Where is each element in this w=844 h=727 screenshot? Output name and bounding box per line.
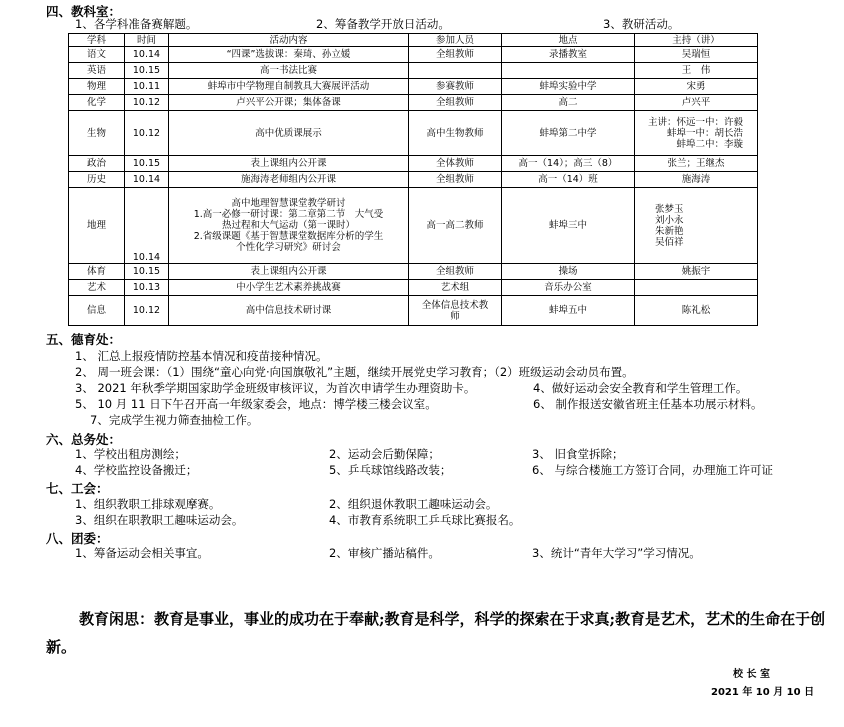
content-cell: [169, 188, 409, 264]
participants-cell: 全组教师: [409, 95, 502, 111]
section-4-title: 四、教科室：: [46, 4, 122, 19]
table-row: [69, 79, 758, 95]
sec6-item-3: 3、 旧食堂拆除；: [532, 447, 624, 461]
content-cell: 施海涛老师组内公开课: [169, 172, 409, 188]
participants-cell: 全组教师: [409, 172, 502, 188]
sec7-item-2: 2、组织退休教职工趣味运动会。: [329, 497, 498, 511]
sec8-item-3: 3、统计“青年大学习”学习情况。: [532, 546, 701, 560]
subject-cell: 历史: [69, 172, 125, 188]
table-row: [69, 63, 758, 79]
signature-date: 2021 年 10 月 10 日: [711, 687, 815, 698]
signature-office: 校 长 室: [733, 669, 770, 680]
host-cell: [635, 280, 758, 296]
content-cell: 蚌埠市中学物理自制教具大赛展评活动: [169, 79, 409, 95]
sec4-item-1: 1、各学科准备赛解题。: [75, 17, 198, 31]
participants-cell: 参赛教师: [409, 79, 502, 95]
table-row: [69, 156, 758, 172]
table-row: [69, 95, 758, 111]
participants-cell: 全组教师: [409, 47, 502, 63]
sec5-line-6: 6、 制作报送安徽省班主任基本功展示材料。: [533, 397, 763, 411]
participants-line: 师: [450, 310, 460, 322]
subject-cell: 生物: [69, 111, 125, 156]
sec4-item-2: 2、筹备教学开放日活动。: [316, 17, 450, 31]
content-line: 高中地理智慧课堂教学研讨: [231, 198, 346, 209]
host-cell: [635, 188, 758, 264]
header-cell: 参加人员: [409, 34, 502, 47]
location-cell: 录播教室: [502, 47, 635, 63]
subject-cell: 艺术: [69, 280, 125, 296]
sec6-item-4: 4、学校监控设备搬迁；: [75, 463, 198, 477]
participants-cell: 全体教师: [409, 156, 502, 172]
sec8-item-2: 2、审核广播站稿件。: [329, 546, 440, 560]
host-cell: 王 伟: [635, 63, 758, 79]
content-line: 热过程和大气运动（第一课时）: [221, 220, 355, 231]
host-line: 主讲：怀远一中：许毅: [647, 116, 743, 128]
sec8-item-1: 1、筹备运动会相关事宜。: [75, 546, 209, 560]
location-cell: 蚌埠三中: [502, 188, 635, 264]
host-cell: [635, 111, 758, 156]
content-line: 个性化学习研究》研讨会: [236, 242, 341, 253]
host-line: 朱新艳: [655, 225, 684, 237]
subject-cell: 英语: [69, 63, 125, 79]
table-row: [69, 264, 758, 280]
table-header-row: [69, 34, 758, 47]
table-row: [69, 47, 758, 63]
section-5-title: 五、德育处：: [46, 332, 122, 347]
subject-cell: 体育: [69, 264, 125, 280]
table-row: [69, 172, 758, 188]
location-cell: 蚌埠实验中学: [502, 79, 635, 95]
content-cell: 表上课组内公开课: [169, 156, 409, 172]
sec6-item-6: 6、 与综合楼施工方签订合同，办理施工许可证: [532, 463, 773, 477]
content-cell: 高中信息技术研讨课: [169, 296, 409, 326]
content-cell: 中小学生艺术素养挑战赛: [169, 280, 409, 296]
sec5-line-1: 1、 汇总上报疫情防控基本情况和疫苗接种情况。: [75, 349, 328, 363]
date-cell: 10.15: [125, 156, 169, 172]
subject-cell: 地理: [69, 188, 125, 264]
date-cell: 10.14: [125, 172, 169, 188]
sec5-line-2: 2、 周一班会课：（1）围绕“童心向党·向国旗敬礼”主题，继续开展党史学习教育；（2）班级运动会动员布置。: [75, 365, 634, 379]
location-cell: 高一（14）班: [502, 172, 635, 188]
sec6-item-1: 1、学校出租房测绘；: [75, 447, 186, 461]
header-cell: 学科: [69, 34, 125, 47]
participants-cell: 艺术组: [409, 280, 502, 296]
content-cell: 卢兴平公开课；集体备课: [169, 95, 409, 111]
table-row: [69, 280, 758, 296]
location-cell: [502, 63, 635, 79]
host-cell: 张兰；王继杰: [635, 156, 758, 172]
date-cell: 10.13: [125, 280, 169, 296]
location-cell: 蚌埠第二中学: [502, 111, 635, 156]
content-cell: “四课”选拔课：秦琦、孙立媛: [169, 47, 409, 63]
sec4-item-3: 3、教研活动。: [603, 17, 680, 31]
content-cell: 表上课组内公开课: [169, 264, 409, 280]
header-cell: 地点: [502, 34, 635, 47]
sec6-item-5: 5、乒乓球馆线路改装；: [329, 463, 452, 477]
teaching-activity-table: [68, 33, 758, 326]
sec7-item-4: 4、市教育系统职工乒乓球比赛报名。: [329, 513, 521, 527]
participants-cell: [409, 296, 502, 326]
host-cell: 吴瑞恒: [635, 47, 758, 63]
subject-cell: 语文: [69, 47, 125, 63]
host-cell: 姚振宇: [635, 264, 758, 280]
host-line: 蚌埠一中：胡长浩: [666, 127, 743, 139]
table-row: [69, 296, 758, 326]
sec5-line-7: 7、完成学生视力筛查抽检工作。: [90, 413, 259, 427]
location-cell: 高一（14）；高三（8）: [502, 156, 635, 172]
content-cell: 高一书法比赛: [169, 63, 409, 79]
host-cell: 陈礼松: [635, 296, 758, 326]
host-cell: 施海涛: [635, 172, 758, 188]
header-cell: 主持（讲）: [635, 34, 758, 47]
date-cell: 10.15: [125, 264, 169, 280]
date-cell: 10.15: [125, 63, 169, 79]
location-cell: 高二: [502, 95, 635, 111]
header-cell: 时间: [125, 34, 169, 47]
host-cell: 宋勇: [635, 79, 758, 95]
participants-line: 全体信息技术教: [421, 299, 489, 311]
host-line: 张梦玉: [655, 203, 684, 215]
motto-paragraph: 教育闲思：教育是事业，事业的成功在于奉献;教育是科学，科学的探索在于求真;教育是艺术，艺术的生命在于创新。: [46, 610, 826, 656]
sec7-item-1: 1、组织教职工排球观摩赛。: [75, 497, 221, 511]
section-6-title: 六、总务处：: [46, 432, 122, 447]
location-cell: 蚌埠五中: [502, 296, 635, 326]
table-row: [69, 111, 758, 156]
table-row: [69, 188, 758, 264]
participants-cell: 高一高二教师: [409, 188, 502, 264]
header-cell: 活动内容: [169, 34, 409, 47]
sec7-item-3: 3、组织在职教职工趣味运动会。: [75, 513, 244, 527]
date-cell: 10.14: [125, 188, 169, 264]
sec5-line-5: 5、 10 月 11 日下午召开高一年级家委会，地点：博学楼三楼会议室。: [75, 397, 437, 411]
section-8-title: 八、团委：: [46, 531, 109, 546]
participants-cell: 全组教师: [409, 264, 502, 280]
subject-cell: 物理: [69, 79, 125, 95]
content-line: 1.高一必修一研讨课：第二章第二节 大气受: [193, 209, 384, 220]
participants-cell: 高中生物教师: [409, 111, 502, 156]
date-cell: 10.12: [125, 296, 169, 326]
host-line: 刘小永: [655, 214, 684, 226]
sec5-line-3: 3、 2021 年秋季学期国家助学金班级审核评议，为首次申请学生办理资助卡。: [75, 381, 476, 395]
date-cell: 10.11: [125, 79, 169, 95]
content-cell: 高中优质课展示: [169, 111, 409, 156]
participants-cell: [409, 63, 502, 79]
section-7-title: 七、工会：: [46, 481, 109, 496]
date-cell: 10.12: [125, 111, 169, 156]
date-cell: 10.12: [125, 95, 169, 111]
sec6-item-2: 2、运动会后勤保障；: [329, 447, 440, 461]
host-cell: 卢兴平: [635, 95, 758, 111]
content-line: 2.省级课题《基于智慧课堂数据库分析的学生: [193, 231, 384, 242]
date-cell: 10.14: [125, 47, 169, 63]
subject-cell: 政治: [69, 156, 125, 172]
host-line: 蚌埠二中：李璇: [676, 138, 743, 150]
subject-cell: 化学: [69, 95, 125, 111]
location-cell: 操场: [502, 264, 635, 280]
location-cell: 音乐办公室: [502, 280, 635, 296]
host-line: 吴佰祥: [655, 236, 684, 248]
sec5-line-4: 4、做好运动会安全教育和学生管理工作。: [533, 381, 748, 395]
subject-cell: 信息: [69, 296, 125, 326]
